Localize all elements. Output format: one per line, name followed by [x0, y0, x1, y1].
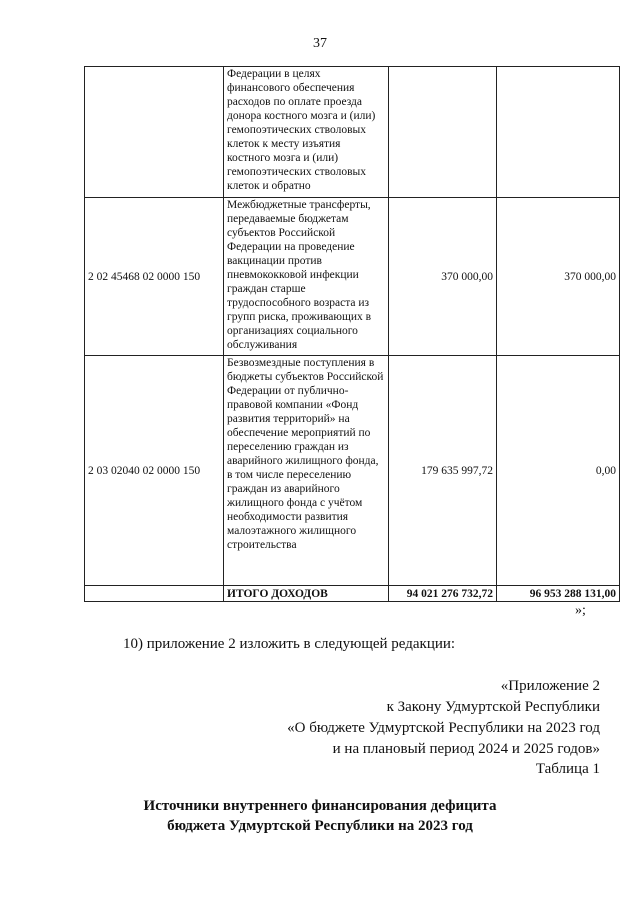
total-value-2024: 94 021 276 732,72	[389, 586, 497, 602]
page-number: 37	[313, 36, 327, 51]
table-row	[85, 198, 620, 356]
title-line: бюджета Удмуртской Республики на 2023 год	[167, 818, 473, 834]
table-row	[85, 356, 620, 586]
appendix-header	[287, 676, 600, 760]
appendix-line: «Приложение 2	[500, 678, 600, 694]
row-code	[85, 67, 224, 198]
title-line: Источники внутреннего финансирования дефицита	[143, 798, 497, 814]
row-value-2025	[497, 67, 620, 198]
total-code	[85, 586, 224, 602]
row-code: 2 03 02040 02 0000 150	[85, 356, 224, 586]
row-code: 2 02 45468 02 0000 150	[85, 198, 224, 356]
total-row	[85, 586, 620, 602]
section-title	[0, 796, 640, 836]
row-name: Межбюджетные трансферты, передаваемые бюджетам субъектов Российской Федерации на проведение вакцинации против пневмококковой инфекции граждан старше трудоспособного возраста из групп риска, проживающих в организациях социального обслуживания	[224, 198, 389, 356]
row-value-2025: 370 000,00	[497, 198, 620, 356]
amendment-item: 10) приложение 2 изложить в следующей редакции:	[123, 636, 456, 652]
row-name: Федерации в целях финансового обеспечения расходов по оплате проезда донора костного мозга и (или) гемопоэтических стволовых клеток к месту изъятия костного мозга и (или) гемопоэтических стволовых клеток и обратно	[224, 67, 389, 198]
total-label: ИТОГО ДОХОДОВ	[224, 586, 389, 602]
row-value-2025: 0,00	[497, 356, 620, 586]
table-label: Таблица 1	[535, 761, 600, 777]
row-name: Безвозмездные поступления в бюджеты субъектов Российской Федерации от публично-правовой компании «Фонд развития территорий» на обеспечение мероприятий по переселению граждан из аварийного жилищного фонда, в том числе переселению граждан из аварийного жилищного фонда с учётом необходимости развития малоэтажного жилищного строительства	[224, 356, 389, 586]
row-value-2024	[389, 67, 497, 198]
closing-quote: »;	[575, 603, 586, 618]
revenue-table	[84, 66, 620, 602]
row-value-2024: 179 635 997,72	[389, 356, 497, 586]
table-row	[85, 67, 620, 198]
appendix-line: «О бюджете Удмуртской Республики на 2023 год	[287, 720, 600, 736]
row-value-2024: 370 000,00	[389, 198, 497, 356]
appendix-line: и на плановый период 2024 и 2025 годов»	[332, 741, 600, 757]
appendix-line: к Закону Удмуртской Республики	[386, 699, 600, 715]
total-value-2025: 96 953 288 131,00	[497, 586, 620, 602]
